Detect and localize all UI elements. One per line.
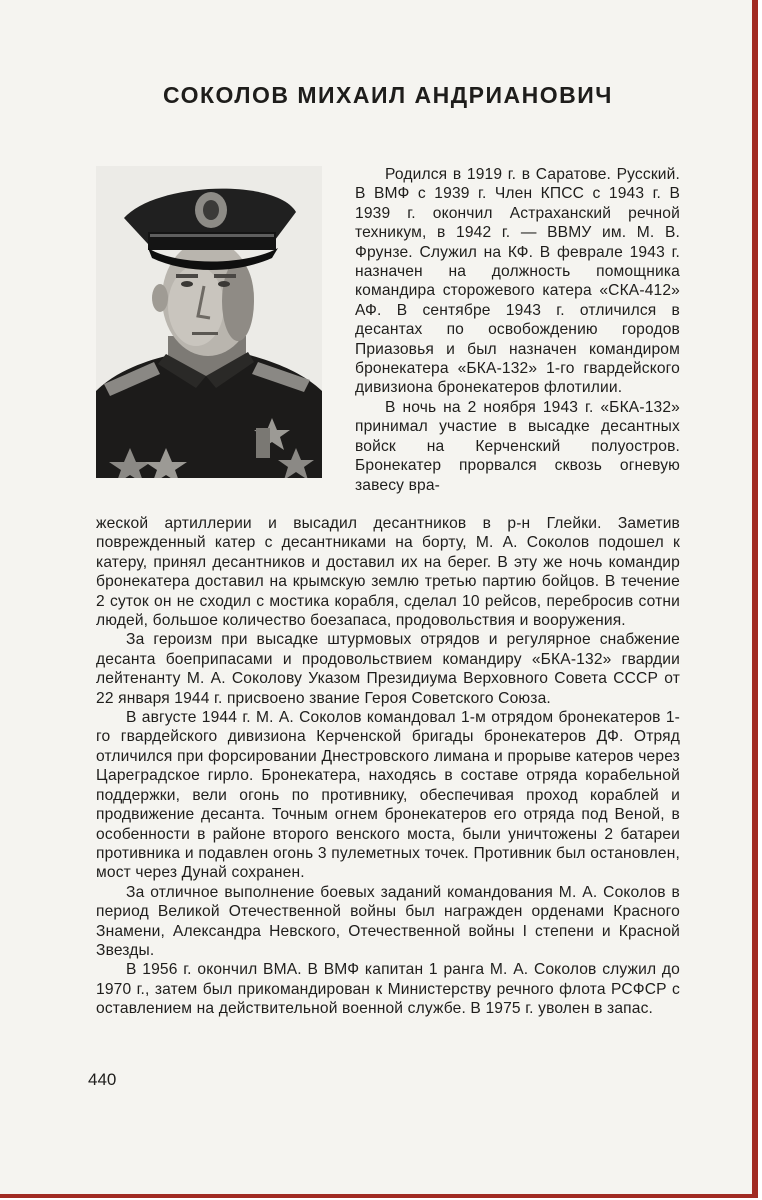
- paragraph: В августе 1944 г. М. А. Соколов командовал 1-м отрядом бронекатеров 1-го гвардейского дивизиона Керченской бригады бронекатеров ДФ. Отряд отличился при форсировании Днестровского лимана и прорыве катеров через Цареградское гирло. Бронекатера, находясь в составе отряда корабельной поддержки, вели огонь по противнику, обеспечивая проход кораблей и продвижение десанта. Точным огнем бронекатеров его отряда под Веной, в особенности в районе второго венского моста, были уничтожены 2 батареи противника и подавлен огонь 3 пулеметных точек. Противник был остановлен, мост через Дунай сохранен.: [96, 709, 680, 882]
- paragraph: Родился в 1919 г. в Саратове. Русский. В ВМФ с 1939 г. Член КПСС с 1943 г. В 1939 г. окончил Астраханский речной техникум, в 1942 г. — ВВМУ им. М. В. Фрунзе. Служил на КФ. В феврале 1943 г. назначен на должность помощника командира сторожевого катера «СКА-412» АФ. В сентябре 1943 г. отличился в десантах по освобождению городов Приазовья и был назначен командиром бронекатера «БКА-132» 1-го гвардейского дивизиона бронекатеров флотилии.: [355, 166, 680, 397]
- page-number: 440: [88, 1070, 117, 1089]
- paragraph: В 1956 г. окончил ВМА. В ВМФ капитан 1 ранга М. А. Соколов служил до 1970 г., затем был прикомандирован к Министерству речного флота РСФСР с оставлением на действительной военной службе. В 1975 г. уволен в запас.: [96, 961, 680, 1018]
- paragraph: жеской артиллерии и высадил десантников в р-н Глейки. Заметив поврежденный катер с десантниками на борту, М. А. Соколов подошел к катеру, принял десантников и доставил их на берег. В эту же ночь командир бронекатера доставил на крымскую землю третью партию бойцов. В течение 2 суток он не сходил с мостика корабля, сделал 10 рейсов, перебросив сотни людей, большое количество боезапаса, продовольствия и вооружения.: [96, 515, 680, 630]
- paragraph: В ночь на 2 ноября 1943 г. «БКА-132» принимал участие в высадке десантных войск на Керченский полуостров. Бронекатер прорвался сквозь огневую завесу вра-: [355, 398, 680, 494]
- page-title: СОКОЛОВ МИХАИЛ АНДРИАНОВИЧ: [163, 82, 613, 108]
- paragraph: За отличное выполнение боевых заданий командования М. А. Соколов в период Великой Отечественной войны был награжден орденами Красного Знамени, Александра Невского, Отечественной войны I степени и Красной Звезды.: [96, 883, 680, 959]
- portrait-photo: [96, 166, 322, 478]
- paragraph: За героизм при высадке штурмовых отрядов и регулярное снабжение десанта боеприпасами и продовольствием командиру «БКА-132» гвардии лейтенанту М. А. Соколову Указом Президиума Верховного Совета СССР от 22 января 1944 г. присвоено звание Героя Советского Союза.: [96, 631, 680, 707]
- column-text: [355, 165, 680, 495]
- full-width-text: [96, 514, 680, 1019]
